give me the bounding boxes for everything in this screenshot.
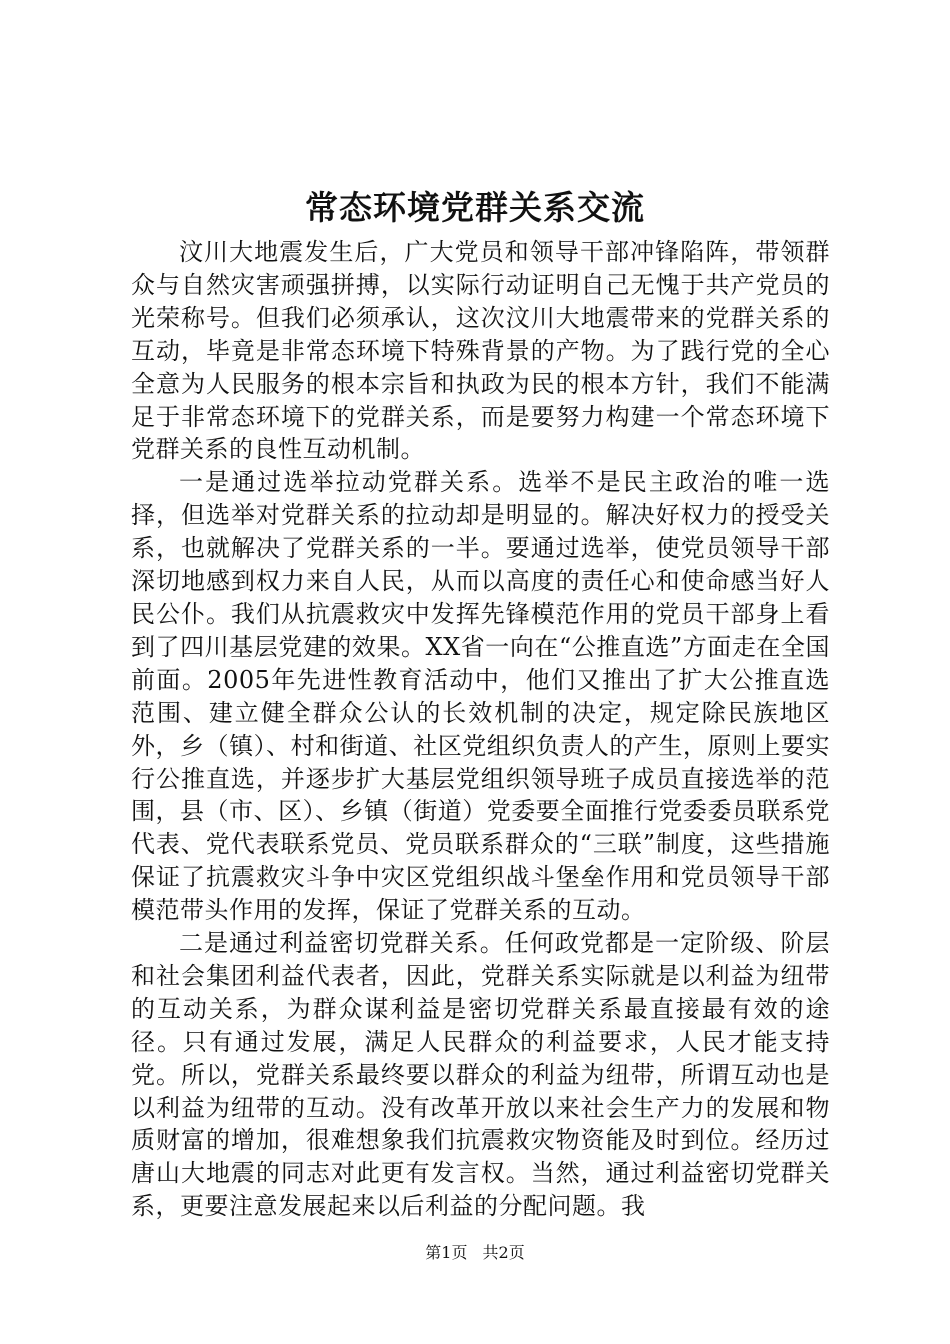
paragraph-1: 汶川大地震发生后，广大党员和领导干部冲锋陷阵，带领群众与自然灾害顽强拼搏，以实际行动证明自己无愧于共产党员的光荣称号。但我们必须承认，这次汶川大地震带来的党群关系的互动，毕竟是非常态环境下特殊背景的产物。为了践行党的全心全意为人民服务的根本宗旨和执政为民的根本方针，我们不能满足于非常态环境下的党群关系，而是要努力构建一个常态环境下党群关系的良性互动机制。 <box>131 238 830 464</box>
page-number: 第1页 <box>425 1243 468 1262</box>
page-total: 共2页 <box>482 1243 525 1262</box>
paragraph-3: 二是通过利益密切党群关系。任何政党都是一定阶级、阶层和社会集团利益代表者，因此，党群关系实际就是以利益为纽带的互动关系，为群众谋利益是密切党群关系最直接最有效的途径。只有通过发展，满足人民群众的利益要求，人民才能支持党。所以，党群关系最终要以群众的利益为纽带，所谓互动也是以利益为纽带的互动。没有改革开放以来社会生产力的发展和物质财富的增加，很难想象我们抗震救灾物资能及时到位。经历过唐山大地震的同志对此更有发言权。当然，通过利益密切党群关系，更要注意发展起来以后利益的分配问题。我 <box>131 929 830 1221</box>
paragraph-2: 一是通过选举拉动党群关系。选举不是民主政治的唯一选择，但选举对党群关系的拉动却是明显的。解决好权力的授受关系，也就解决了党群关系的一半。要通过选举，使党员领导干部深切地感到权力来自人民，从而以高度的责任心和使命感当好人民公仆。我们从抗震救灾中发挥先锋模范作用的党员干部身上看到了四川基层党建的效果。XX省一向在“公推直选”方面走在全国前面。2005年先进性教育活动中，他们又推出了扩大公推直选范围、建立健全群众公认的长效机制的决定，规定除民族地区外，乡（镇）、村和街道、社区党组织负责人的产生，原则上要实行公推直选，并逐步扩大基层党组织领导班子成员直接选举的范围，县（市、区）、乡镇（街道）党委要全面推行党委委员联系党代表、党代表联系党员、党员联系群众的“三联”制度，这些措施保证了抗震救灾斗争中灾区党组织战斗堡垒作用和党员领导干部模范带头作用的发挥，保证了党群关系的互动。 <box>131 468 830 925</box>
page-footer <box>0 1242 950 1264</box>
document-title: 常态环境党群关系交流 <box>305 188 645 227</box>
document-body <box>131 236 830 1223</box>
